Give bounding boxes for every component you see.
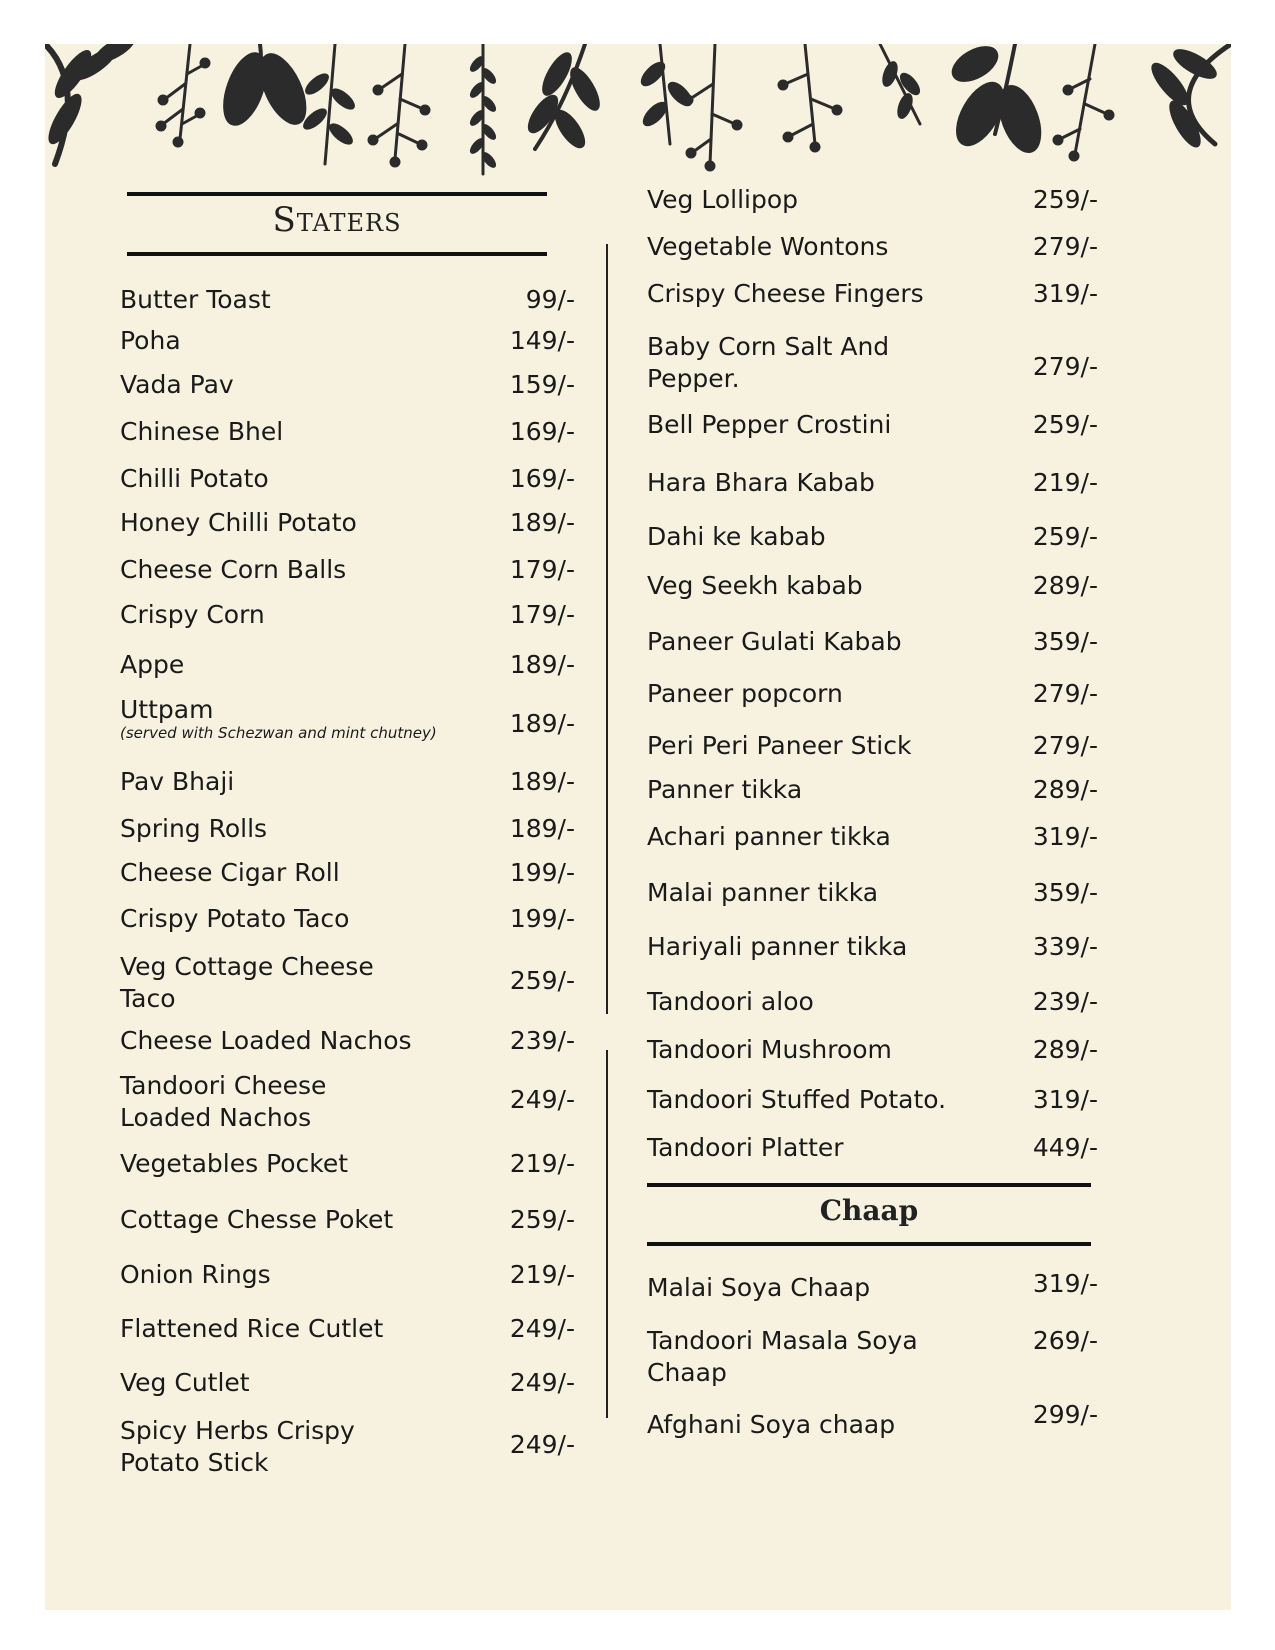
menu-item-name: Pav Bhaji — [120, 767, 235, 796]
menu-item-name: Hara Bhara Kabab — [647, 468, 875, 497]
menu-item-price: 249/- — [509, 1430, 575, 1459]
menu-item-name: Bell Pepper Crostini — [647, 410, 892, 439]
menu-item-price: 219/- — [509, 1260, 575, 1289]
menu-item-price: 269/- — [1032, 1326, 1098, 1355]
menu-item-name: Crispy Potato Taco — [120, 904, 350, 933]
menu-item-name: Cheese Corn Balls — [120, 555, 347, 584]
menu-item-price: 219/- — [509, 1149, 575, 1178]
menu-item-name: Onion Rings — [120, 1260, 271, 1289]
menu-item-name: Cottage Chesse Poket — [120, 1205, 394, 1234]
menu-item-name: Uttpam (served with Schezwan and mint chutney) — [120, 695, 437, 742]
starters-top-rule — [127, 192, 547, 196]
menu-item-name: Paneer popcorn — [647, 679, 843, 708]
menu-item-price: 259/- — [509, 1205, 575, 1234]
menu-item-name: Tandoori Platter — [647, 1133, 844, 1162]
menu-item-note: (served with Schezwan and mint chutney) — [120, 724, 437, 742]
menu-item-name: Butter Toast — [120, 285, 271, 314]
menu-item-name: Tandoori Masala Soya Chaap — [647, 1326, 918, 1387]
menu-item-price: 259/- — [1032, 185, 1098, 214]
menu-item-name: Vegetables Pocket — [120, 1149, 349, 1178]
menu-item-price: 359/- — [1032, 627, 1098, 656]
menu-item-price: 359/- — [1032, 878, 1098, 907]
menu-item-name: Baby Corn Salt And Pepper. — [647, 332, 890, 393]
menu-item-price: 199/- — [509, 904, 575, 933]
menu-item-name: Tandoori Cheese Loaded Nachos — [120, 1071, 327, 1132]
menu-item-price: 179/- — [509, 555, 575, 584]
menu-item-name: Cheese Loaded Nachos — [120, 1026, 412, 1055]
starters-title: Staters — [272, 200, 402, 240]
menu-item-name: Hariyali panner tikka — [647, 932, 908, 961]
menu-item-price: 289/- — [1032, 1035, 1098, 1064]
menu-item-price: 319/- — [1032, 1085, 1098, 1114]
menu-item-price: 449/- — [1032, 1133, 1098, 1162]
menu-item-price: 339/- — [1032, 932, 1098, 961]
menu-item-name: Tandoori Stuffed Potato. — [647, 1085, 947, 1114]
menu-item-name: Tandoori Mushroom — [647, 1035, 892, 1064]
menu-item-name: Appe — [120, 650, 185, 679]
menu-item-name: Tandoori aloo — [647, 987, 814, 1016]
menu-item-name: Vegetable Wontons — [647, 232, 889, 261]
menu-item-price: 159/- — [509, 370, 575, 399]
column-divider-bottom — [606, 1050, 608, 1418]
menu-item-name: Vada Pav — [120, 370, 234, 399]
menu-item-price: 279/- — [1032, 232, 1098, 261]
menu-item-name: Cheese Cigar Roll — [120, 858, 340, 887]
column-divider-top — [606, 244, 608, 1014]
menu-item-price: 189/- — [509, 709, 575, 738]
menu-item-price: 289/- — [1032, 775, 1098, 804]
hanging-leaves-icon — [45, 44, 1231, 194]
menu-item-name: Chinese Bhel — [120, 417, 284, 446]
menu-item-price: 239/- — [509, 1026, 575, 1055]
menu-item-price: 319/- — [1032, 279, 1098, 308]
menu-item-name: Veg Cutlet — [120, 1368, 250, 1397]
menu-item-price: 179/- — [509, 600, 575, 629]
menu-item-price: 189/- — [509, 814, 575, 843]
menu-item-name: Chilli Potato — [120, 464, 269, 493]
menu-item-price: 99/- — [525, 285, 575, 314]
menu-item-price: 279/- — [1032, 731, 1098, 760]
chaap-title: Chaap — [819, 1194, 919, 1227]
chaap-bottom-rule — [647, 1242, 1091, 1246]
menu-item-name: Spring Rolls — [120, 814, 268, 843]
menu-item-price: 319/- — [1032, 822, 1098, 851]
menu-item-name: Crispy Cheese Fingers — [647, 279, 924, 308]
menu-item-name: Panner tikka — [647, 775, 803, 804]
menu-item-price: 249/- — [509, 1085, 575, 1114]
menu-item-price: 169/- — [509, 417, 575, 446]
menu-item-name: Paneer Gulati Kabab — [647, 627, 902, 656]
menu-item-price: 189/- — [509, 650, 575, 679]
menu-item-name: Veg Seekh kabab — [647, 571, 863, 600]
menu-item-price: 189/- — [509, 767, 575, 796]
menu-item-price: 189/- — [509, 508, 575, 537]
menu-item-price: 259/- — [1032, 410, 1098, 439]
menu-item-price: 319/- — [1032, 1269, 1098, 1298]
menu-item-name: Veg Lollipop — [647, 185, 799, 214]
menu-item-name: Malai panner tikka — [647, 878, 879, 907]
menu-item-price: 239/- — [1032, 987, 1098, 1016]
menu-item-name: Honey Chilli Potato — [120, 508, 357, 537]
menu-item-name: Afghani Soya chaap — [647, 1410, 896, 1439]
menu-item-price: 249/- — [509, 1368, 575, 1397]
starters-bottom-rule — [127, 252, 547, 256]
menu-item-price: 279/- — [1032, 679, 1098, 708]
menu-item-name: Flattened Rice Cutlet — [120, 1314, 384, 1343]
menu-item-name: Dahi ke kabab — [647, 522, 826, 551]
menu-item-name: Peri Peri Paneer Stick — [647, 731, 912, 760]
menu-item-price: 289/- — [1032, 571, 1098, 600]
menu-item-price: 299/- — [1032, 1400, 1098, 1429]
menu-page — [45, 44, 1231, 1610]
menu-item-price: 149/- — [509, 326, 575, 355]
menu-item-name: Spicy Herbs Crispy Potato Stick — [120, 1416, 355, 1477]
chaap-top-rule — [647, 1183, 1091, 1187]
menu-item-name: Veg Cottage Cheese Taco — [120, 952, 374, 1013]
menu-item-price: 169/- — [509, 464, 575, 493]
menu-item-price: 259/- — [509, 966, 575, 995]
menu-item-name: Malai Soya Chaap — [647, 1273, 871, 1302]
menu-item-price: 279/- — [1032, 352, 1098, 381]
menu-item-price: 199/- — [509, 858, 575, 887]
menu-item-price: 219/- — [1032, 468, 1098, 497]
menu-item-price: 249/- — [509, 1314, 575, 1343]
menu-item-name: Achari panner tikka — [647, 822, 891, 851]
menu-item-price: 259/- — [1032, 522, 1098, 551]
menu-item-name: Poha — [120, 326, 181, 355]
menu-item-name: Crispy Corn — [120, 600, 265, 629]
